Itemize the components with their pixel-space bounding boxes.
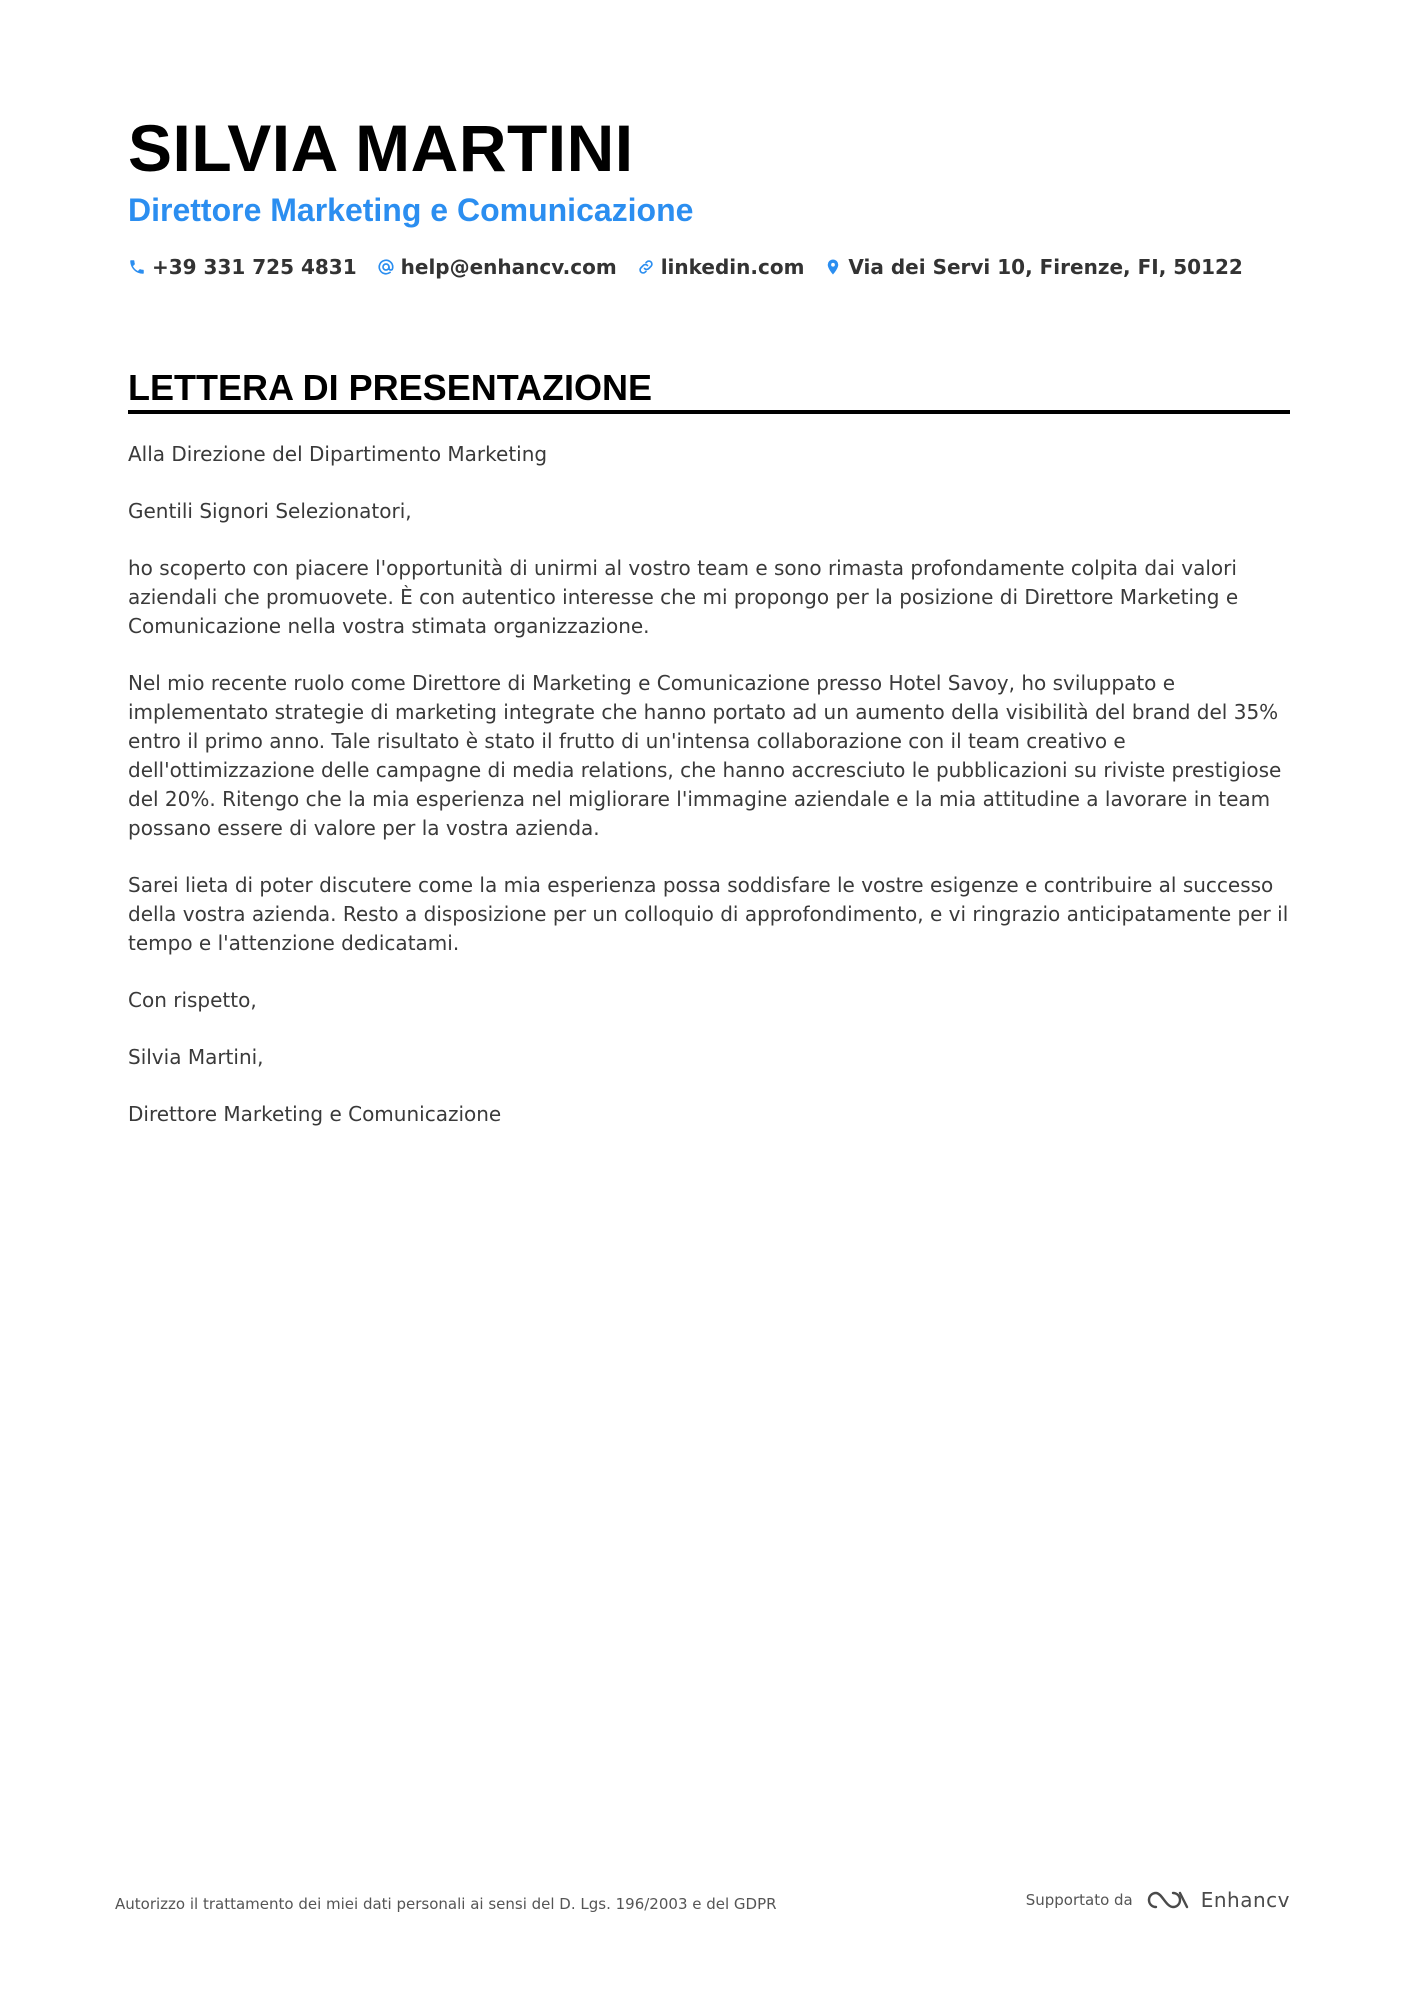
signature-name: Silvia Martini,: [128, 1045, 264, 1069]
at-icon: [377, 258, 395, 276]
letter-paragraph: ho scoperto con piacere l'opportunità di unirmi al vostro team e sono rimasta profondamente colpita dai valori aziendali che promuovete. È con autentico interesse che mi propongo per la posizione di Direttore Marketing e Comunicazione nella vostra stimata organizzazione.: [128, 556, 1239, 638]
contact-phone[interactable]: [128, 255, 357, 279]
contact-email[interactable]: [377, 255, 617, 279]
enhancv-logo[interactable]: [1145, 1888, 1290, 1912]
contact-address: [824, 255, 1242, 279]
letter-recipient: Alla Direzione del Dipartimento Marketing: [128, 442, 548, 466]
signature-title: Direttore Marketing e Comunicazione: [128, 1102, 502, 1126]
contact-email-text: help@enhancv.com: [400, 255, 617, 279]
link-icon: [637, 258, 655, 276]
candidate-name: SILVIA MARTINI: [128, 111, 634, 185]
letter-paragraph: Sarei lieta di poter discutere come la mia esperienza possa soddisfare le vostre esigenze e contribuire al successo della vostra azienda. Resto a disposizione per un colloquio di approfondimento, e vi ringrazio anticipatamente per il tempo e l'attenzione dedicatami.: [128, 873, 1289, 955]
privacy-note: Autorizzo il trattamento dei miei dati personali ai sensi del D. Lgs. 196/2003 e del GDPR: [115, 1895, 777, 1913]
section-title: LETTERA DI PRESENTAZIONE: [128, 367, 653, 408]
section-divider: [128, 410, 1290, 414]
footer-brand: [1026, 1888, 1290, 1912]
candidate-title: Direttore Marketing e Comunicazione: [128, 192, 694, 228]
letter-salutation: Gentili Signori Selezionatori,: [128, 499, 412, 523]
enhancv-logo-icon: [1145, 1888, 1191, 1912]
contact-phone-text: +39 331 725 4831: [152, 255, 357, 279]
contact-linkedin-text: linkedin.com: [660, 255, 805, 279]
brand-name: Enhancv: [1200, 1888, 1290, 1912]
letter-closing: Con rispetto,: [128, 988, 257, 1012]
phone-icon: [128, 258, 146, 276]
letter-paragraph: Nel mio recente ruolo come Direttore di Marketing e Comunicazione presso Hotel Savoy, ho sviluppato e implementato strategie di marketing integrate che hanno portato ad un aumento della visibilità del brand del 35% entro il primo anno. Tale risultato è stato il frutto di un'intensa collaborazione con il team creativo e dell'ottimizzazione delle campagne di media relations, che hanno accresciuto le pubblicazioni su riviste prestigiose del 20%. Ritengo che la mia esperienza nel migliorare l'immagine aziendale e la mia attitudine a lavorare in team possano essere di valore per la vostra azienda.: [128, 671, 1282, 840]
contact-address-text: Via dei Servi 10, Firenze, FI, 50122: [848, 255, 1243, 279]
supported-by-label: Supportato da: [1025, 1891, 1133, 1909]
contact-linkedin[interactable]: [637, 255, 805, 279]
contact-bar: [128, 252, 1243, 282]
letter-body: [128, 440, 1290, 1157]
location-icon: [824, 258, 842, 276]
